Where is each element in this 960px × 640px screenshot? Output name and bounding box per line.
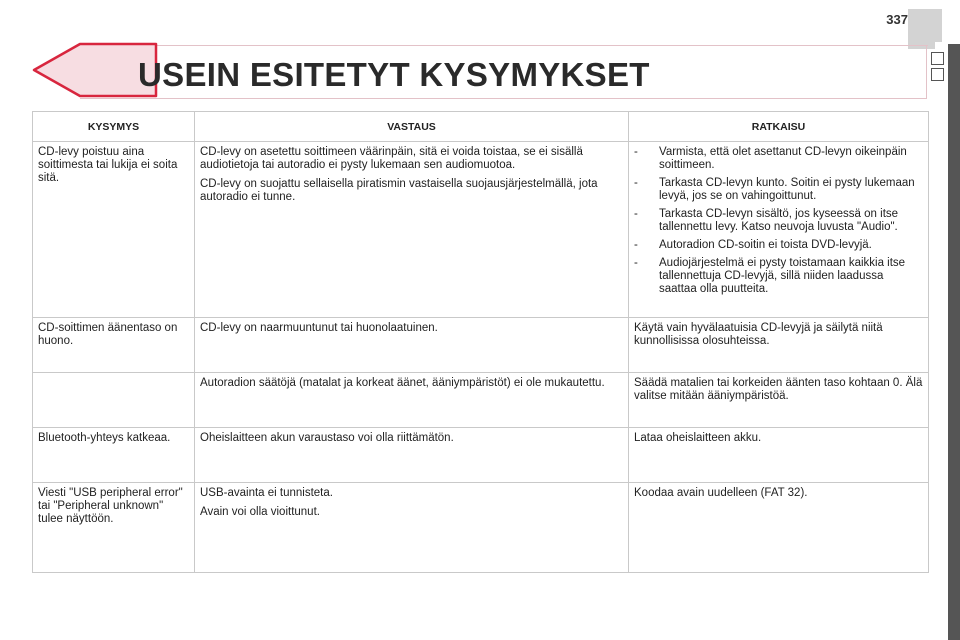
right-edge-bar bbox=[948, 44, 960, 640]
section-marker-box bbox=[931, 52, 944, 65]
question-cell: CD-soittimen äänentaso on huono. bbox=[33, 318, 195, 373]
header-answer: VASTAUS bbox=[195, 112, 629, 142]
corner-tab bbox=[908, 9, 942, 49]
banner-outline-bottom bbox=[80, 98, 926, 99]
answer-cell bbox=[195, 142, 629, 318]
solution-item: - Autoradion CD-soitin ei toista DVD-levyjä. bbox=[634, 239, 923, 252]
table-row bbox=[33, 142, 929, 318]
solution-list bbox=[634, 146, 923, 296]
page-title: USEIN ESITETYT KYSYMYKSET bbox=[138, 56, 650, 93]
solution-cell: Koodaa avain uudelleen (FAT 32). bbox=[629, 483, 929, 573]
table-row bbox=[33, 483, 929, 573]
question-cell: Bluetooth-yhteys katkeaa. bbox=[33, 428, 195, 483]
answer-cell bbox=[195, 318, 629, 373]
solution-item: - Tarkasta CD-levyn sisältö, jos kyseessä on itse tallennettu levy. Katso neuvoja luvusta "Audio". bbox=[634, 208, 923, 234]
solution-cell: Säädä matalien tai korkeiden äänten taso kohtaan 0. Älä valitse mitään ääniympäristöä. bbox=[629, 373, 929, 428]
table-row bbox=[33, 373, 929, 428]
page-number: 337 bbox=[886, 12, 908, 27]
answer-cell bbox=[195, 483, 629, 573]
question-cell: Viesti "USB peripheral error" tai "Peripheral unknown" tulee näyttöön. bbox=[33, 483, 195, 573]
answer-text: CD-levy on naarmuuntunut tai huonolaatuinen. bbox=[200, 322, 438, 334]
header-solution: RATKAISU bbox=[629, 112, 929, 142]
answer-text: Avain voi olla vioittunut. bbox=[200, 506, 320, 518]
header-question: KYSYMYS bbox=[33, 112, 195, 142]
faq-table bbox=[32, 111, 929, 573]
answer-text: CD-levy on suojattu sellaisella piratismin vastaisella suojausjärjestelmällä, jota autoradio ei tunne. bbox=[200, 178, 598, 203]
table-row bbox=[33, 318, 929, 373]
banner-outline-right bbox=[926, 45, 927, 99]
section-marker-box bbox=[931, 68, 944, 81]
answer-cell bbox=[195, 373, 629, 428]
question-cell bbox=[33, 373, 195, 428]
question-cell: CD-levy poistuu aina soittimesta tai lukija ei soita sitä. bbox=[33, 142, 195, 318]
table-row bbox=[33, 428, 929, 483]
answer-text: USB-avainta ei tunnisteta. bbox=[200, 487, 333, 499]
table-header-row bbox=[33, 112, 929, 142]
solution-item: - Audiojärjestelmä ei pysty toistamaan kaikkia itse tallennettuja CD-levyjä, sillä niiden laadussa saattaa olla puutteita. bbox=[634, 257, 923, 296]
answer-cell bbox=[195, 428, 629, 483]
answer-text: Autoradion säätöjä (matalat ja korkeat äänet, ääniympäristöt) ei ole mukautettu. bbox=[200, 377, 605, 389]
solution-item: - Varmista, että olet asettanut CD-levyn oikeinpäin soittimeen. bbox=[634, 146, 923, 172]
answer-text: Oheislaitteen akun varaustaso voi olla riittämätön. bbox=[200, 432, 454, 444]
solution-item: - Tarkasta CD-levyn kunto. Soitin ei pysty lukemaan levyä, jos se on vahingoittunut. bbox=[634, 177, 923, 203]
solution-cell: Lataa oheislaitteen akku. bbox=[629, 428, 929, 483]
solution-cell: Käytä vain hyvälaatuisia CD-levyjä ja säilytä niitä kunnollisissa olosuhteissa. bbox=[629, 318, 929, 373]
banner-outline-top bbox=[80, 45, 928, 46]
solution-cell bbox=[629, 142, 929, 318]
answer-text: CD-levy on asetettu soittimeen väärinpäin, sitä ei voida toistaa, se ei sisällä audiotietoja tai autoradio ei pysty lukemaan sen audiomuotoa. bbox=[200, 146, 583, 171]
